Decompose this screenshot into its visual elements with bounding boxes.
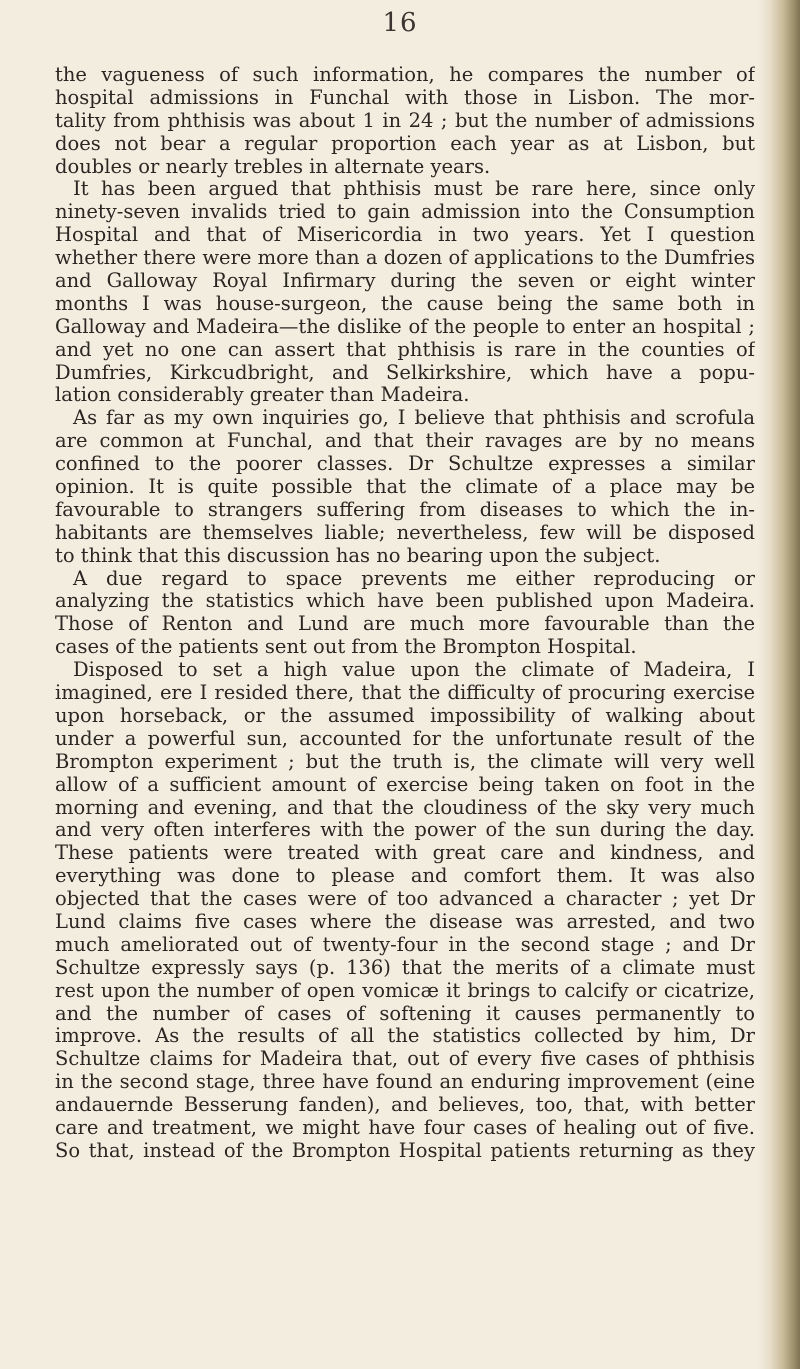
text-line: So that, instead of the Brompton Hospital patients returning as they bbox=[55, 1139, 755, 1162]
text-line: A due regard to space prevents me either reproducing or bbox=[73, 567, 755, 590]
text-line: Schultze claims for Madeira that, out of every five cases of phthisis bbox=[55, 1048, 755, 1071]
text-line: Galloway and Madeira—the dislike of the people to enter an hospital ; bbox=[55, 315, 755, 338]
text-line: to think that this discussion has no bearing upon the subject. bbox=[55, 544, 661, 567]
text-line: does not bear a regular proportion each year as at Lisbon, but bbox=[55, 132, 755, 155]
text-line: under a powerful sun, accounted for the unfortunate result of the bbox=[55, 727, 755, 750]
text-line: Schultze expressly says (p. 136) that the merits of a climate must bbox=[55, 956, 755, 979]
text-line: and Galloway Royal Infirmary during the seven or eight winter bbox=[55, 270, 755, 293]
text-line: imagined, ere I resided there, that the difficulty of procuring exercise bbox=[55, 682, 755, 705]
text-line: and yet no one can assert that phthisis is rare in the counties of bbox=[55, 338, 755, 361]
text-line: andauernde Besserung fanden), and believes, too, that, with better bbox=[55, 1094, 755, 1117]
text-line: the vagueness of such information, he compares the number of bbox=[55, 64, 755, 86]
text-line: morning and evening, and that the cloudiness of the sky very much bbox=[55, 796, 755, 819]
page-number: 16 bbox=[382, 8, 418, 38]
text-line: much ameliorated out of twenty-four in the second stage ; and Dr bbox=[55, 933, 755, 956]
text-line: analyzing the statistics which have been published upon Madeira. bbox=[55, 590, 755, 613]
text-line: Dumfries, Kirkcudbright, and Selkirkshire, which have a popu- bbox=[55, 361, 755, 384]
text-line: months I was house-surgeon, the cause being the same both in bbox=[55, 292, 755, 315]
text-line: improve. As the results of all the statistics collected by him, Dr bbox=[55, 1025, 755, 1048]
text-line: favourable to strangers suffering from diseases to which the in- bbox=[55, 498, 755, 521]
text-line: are common at Funchal, and that their ravages are by no means bbox=[55, 430, 755, 453]
page-edge bbox=[758, 0, 800, 1369]
text-line: It has been argued that phthisis must be rare here, since only bbox=[73, 178, 755, 201]
text-line: Disposed to set a high value upon the climate of Madeira, I bbox=[73, 659, 755, 682]
text-line: doubles or nearly trebles in alternate years. bbox=[55, 155, 491, 178]
text-line: These patients were treated with great care and kindness, and bbox=[55, 842, 755, 865]
text-line: hospital admissions in Funchal with those in Lisbon. The mor- bbox=[55, 86, 755, 109]
text-line: rest upon the number of open vomicæ it brings to calcify or cicatrize, bbox=[55, 979, 755, 1002]
text-line: Lund claims five cases where the disease was arrested, and two bbox=[55, 910, 755, 933]
text-line: Brompton experiment ; but the truth is, the climate will very well bbox=[55, 750, 755, 773]
text-line: and very often interferes with the power of the sun during the day. bbox=[55, 819, 755, 842]
text-line: opinion. It is quite possible that the climate of a place may be bbox=[55, 476, 755, 499]
text-line: ninety-seven invalids tried to gain admission into the Consumption bbox=[55, 201, 755, 224]
text-line: tality from phthisis was about 1 in 24 ; but the number of admissions bbox=[55, 109, 755, 132]
text-line: upon horseback, or the assumed impossibility of walking about bbox=[55, 704, 755, 727]
text-line: whether there were more than a dozen of applications to the Dumfries bbox=[55, 247, 755, 270]
text-line: allow of a sufficient amount of exercise being taken on foot in the bbox=[55, 773, 755, 796]
text-line: lation considerably greater than Madeira. bbox=[55, 384, 470, 407]
text-line: everything was done to please and comfort them. It was also bbox=[55, 865, 755, 888]
text-line: Hospital and that of Misericordia in two years. Yet I question bbox=[55, 224, 755, 247]
text-line: objected that the cases were of too advanced a character ; yet Dr bbox=[55, 888, 755, 911]
text-line: cases of the patients sent out from the Brompton Hospital. bbox=[55, 636, 637, 659]
text-line: habitants are themselves liable; nevertheless, few will be disposed bbox=[55, 521, 755, 544]
body-text bbox=[55, 64, 755, 1163]
text-line: As far as my own inquiries go, I believe that phthisis and scrofula bbox=[73, 407, 755, 430]
text-line: confined to the poorer classes. Dr Schultze expresses a similar bbox=[55, 453, 755, 476]
text-line: and the number of cases of softening it causes permanently to bbox=[55, 1002, 755, 1025]
text-line: care and treatment, we might have four cases of healing out of five. bbox=[55, 1116, 755, 1139]
text-line: Those of Renton and Lund are much more favourable than the bbox=[55, 613, 755, 636]
text-line: in the second stage, three have found an enduring improvement (eine bbox=[55, 1071, 755, 1094]
